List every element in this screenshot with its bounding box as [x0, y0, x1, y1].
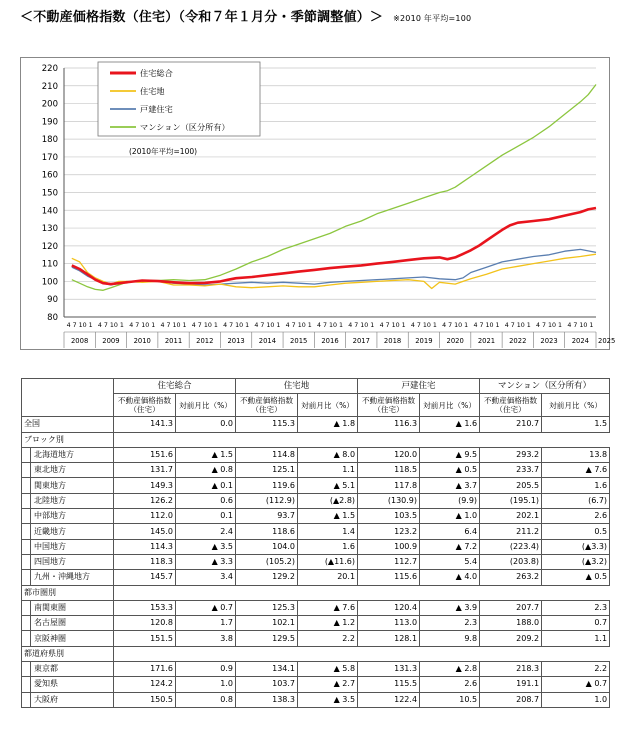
row-label: 中部地方 [22, 509, 114, 524]
legend-label: マンション（区分所有） [140, 122, 230, 132]
cell-value: ▲ 1.2 [298, 616, 358, 631]
row-label: 全国 [22, 417, 114, 432]
cell-value: 2.3 [542, 600, 610, 615]
cell-value: 149.3 [114, 478, 176, 493]
cell-value: 1.7 [176, 616, 236, 631]
y-tick-label: 220 [41, 64, 58, 74]
cell-value: ▲ 3.3 [176, 554, 236, 569]
row-label: 北陸地方 [22, 493, 114, 508]
cell-value: ▲ 5.8 [298, 662, 358, 677]
cell-value: 126.2 [114, 493, 176, 508]
cell-value: 207.7 [480, 600, 542, 615]
cell-value: ▲ 3.5 [298, 692, 358, 707]
cell-value: ▲ 1.0 [420, 509, 480, 524]
cell-value: 205.5 [480, 478, 542, 493]
x-month-tick-label: 4 7 10 1 [410, 322, 437, 329]
row-label: 東北地方 [22, 463, 114, 478]
cell-value: 112.0 [114, 509, 176, 524]
cell-value: 115.5 [358, 677, 420, 692]
cell-value: 151.5 [114, 631, 176, 646]
sub-header-change: 対前月比（%） [298, 394, 358, 417]
cell-value: 211.2 [480, 524, 542, 539]
cell-value: ▲ 1.6 [420, 417, 480, 432]
legend-label: 住宅地 [140, 86, 165, 96]
x-year-label: 2023 [540, 337, 558, 345]
cell-value: 1.1 [298, 463, 358, 478]
x-year-label: 2020 [446, 337, 464, 345]
cell-value: 122.4 [358, 692, 420, 707]
cell-value: 218.3 [480, 662, 542, 677]
cell-value: 188.0 [480, 616, 542, 631]
cell-value: 118.5 [358, 463, 420, 478]
cell-value: 141.3 [114, 417, 176, 432]
cell-value: (223.4) [480, 539, 542, 554]
cell-value: (▲2.8) [298, 493, 358, 508]
y-tick-label: 200 [41, 99, 58, 110]
cell-value: 0.5 [542, 524, 610, 539]
cell-value: 119.6 [236, 478, 298, 493]
x-month-tick-label: 4 7 10 1 [504, 322, 531, 329]
cell-value: 9.8 [420, 631, 480, 646]
cell-value: 153.3 [114, 600, 176, 615]
sub-header-index: 不動産価格指数（住宅） [236, 394, 298, 417]
x-month-tick-label: 4 7 10 1 [254, 322, 281, 329]
y-tick-label: 210 [41, 81, 58, 92]
x-year-label: 2015 [290, 337, 308, 345]
table-row [22, 616, 610, 631]
cell-value: 2.4 [176, 524, 236, 539]
row-label: 近畿地方 [22, 524, 114, 539]
y-tick-label: 90 [47, 295, 58, 306]
cell-value: 112.7 [358, 554, 420, 569]
y-tick-label: 170 [41, 152, 58, 163]
row-label: 京阪神圏 [22, 631, 114, 646]
table-row [22, 554, 610, 569]
table-row [22, 417, 610, 432]
table-row [22, 631, 610, 646]
cell-value: ▲ 9.5 [420, 447, 480, 462]
column-group-header: 戸建住宅 [358, 379, 480, 394]
cell-value: 113.0 [358, 616, 420, 631]
cell-value: ▲ 7.2 [420, 539, 480, 554]
group-label: ブロック別 [22, 432, 114, 447]
cell-value: 129.2 [236, 570, 298, 585]
cell-value: 2.6 [542, 509, 610, 524]
x-year-label: 2024 [571, 337, 590, 345]
cell-value: 0.0 [176, 417, 236, 432]
row-label: 九州・沖縄地方 [22, 570, 114, 585]
table-row [22, 524, 610, 539]
cell-value: 171.6 [114, 662, 176, 677]
table-row [22, 493, 610, 508]
cell-value: 103.7 [236, 677, 298, 692]
cell-value: 116.3 [358, 417, 420, 432]
y-tick-label: 190 [41, 117, 58, 128]
column-group-header: 住宅地 [236, 379, 358, 394]
row-label: 北海道地方 [22, 447, 114, 462]
cell-value: (6.7) [542, 493, 610, 508]
y-tick-label: 80 [47, 313, 58, 323]
y-tick-label: 120 [41, 241, 58, 252]
row-label: 関東地方 [22, 478, 114, 493]
cell-value: 134.1 [236, 662, 298, 677]
cell-value: (203.8) [480, 554, 542, 569]
cell-value: 118.3 [114, 554, 176, 569]
x-year-label: 2011 [164, 337, 183, 345]
cell-value: (130.9) [358, 493, 420, 508]
sub-header-change: 対前月比（%） [542, 394, 610, 417]
cell-value: (▲11.6) [298, 554, 358, 569]
cell-value: 125.3 [236, 600, 298, 615]
x-month-tick-label: 4 7 10 1 [191, 322, 218, 329]
x-month-tick-label: 4 7 10 1 [348, 322, 375, 329]
group-header-row [22, 585, 610, 600]
table-row [22, 677, 610, 692]
legend-label: 住宅総合 [140, 68, 173, 78]
x-month-tick-label: 4 7 10 1 [442, 322, 469, 329]
cell-value: 145.7 [114, 570, 176, 585]
cell-value: ▲ 3.5 [176, 539, 236, 554]
x-month-tick-label: 4 7 10 1 [97, 322, 124, 329]
cell-value: ▲ 7.6 [542, 463, 610, 478]
cell-value: 100.9 [358, 539, 420, 554]
header-corner [22, 379, 114, 417]
table-row [22, 539, 610, 554]
table-row [22, 662, 610, 677]
cell-value: 0.1 [176, 509, 236, 524]
x-year-label: 2022 [509, 337, 527, 345]
column-group-header: マンション（区分所有） [480, 379, 610, 394]
cell-value: 1.5 [542, 417, 610, 432]
x-year-label: 2016 [321, 337, 339, 345]
sub-header-index: 不動産価格指数（住宅） [358, 394, 420, 417]
y-tick-label: 110 [41, 259, 58, 270]
cell-value: 123.2 [358, 524, 420, 539]
cell-value: 0.6 [176, 493, 236, 508]
cell-value: 103.5 [358, 509, 420, 524]
x-month-tick-label: 4 7 10 1 [129, 322, 156, 329]
cell-value: 150.5 [114, 692, 176, 707]
cell-value: 1.6 [298, 539, 358, 554]
group-spacer [114, 646, 610, 661]
header-row-groups [22, 379, 610, 394]
table-row [22, 692, 610, 707]
cell-value: 120.8 [114, 616, 176, 631]
cell-value: ▲ 0.7 [542, 677, 610, 692]
x-year-label: 2014 [258, 337, 277, 345]
base-year-note: ※2010 年平均=100 [393, 14, 472, 23]
table-row [22, 447, 610, 462]
sub-header-change: 対前月比（%） [420, 394, 480, 417]
cell-value: 2.2 [298, 631, 358, 646]
sub-header-change: 対前月比（%） [176, 394, 236, 417]
cell-value: 3.4 [176, 570, 236, 585]
price-index-chart [20, 57, 616, 350]
cell-value: ▲ 0.5 [542, 570, 610, 585]
cell-value: 131.3 [358, 662, 420, 677]
cell-value: 118.6 [236, 524, 298, 539]
x-year-label: 2008 [70, 337, 89, 345]
cell-value: ▲ 8.0 [298, 447, 358, 462]
cell-value: 6.4 [420, 524, 480, 539]
cell-value: ▲ 1.8 [298, 417, 358, 432]
cell-value: 114.3 [114, 539, 176, 554]
x-year-label: 2018 [383, 337, 402, 345]
cell-value: 129.5 [236, 631, 298, 646]
row-label: 東京都 [22, 662, 114, 677]
cell-value: 131.7 [114, 463, 176, 478]
cell-value: ▲ 5.1 [298, 478, 358, 493]
index-table [21, 378, 610, 708]
cell-value: ▲ 2.8 [420, 662, 480, 677]
x-month-tick-label: 4 7 10 1 [379, 322, 406, 329]
cell-value: 151.6 [114, 447, 176, 462]
cell-value: ▲ 0.1 [176, 478, 236, 493]
group-spacer [114, 585, 610, 600]
legend-label: 戸建住宅 [140, 104, 173, 114]
x-month-tick-label: 4 7 10 1 [285, 322, 312, 329]
x-month-tick-label: 4 7 10 1 [473, 322, 500, 329]
cell-value: 210.7 [480, 417, 542, 432]
cell-value: ▲ 2.7 [298, 677, 358, 692]
cell-value: 145.0 [114, 524, 176, 539]
cell-value: 13.8 [542, 447, 610, 462]
y-tick-label: 130 [41, 224, 58, 235]
cell-value: ▲ 3.9 [420, 600, 480, 615]
cell-value: 104.0 [236, 539, 298, 554]
cell-value: 117.8 [358, 478, 420, 493]
table-row [22, 463, 610, 478]
x-month-tick-label: 4 7 10 1 [66, 322, 93, 329]
cell-value: 0.9 [176, 662, 236, 677]
cell-value: 3.8 [176, 631, 236, 646]
y-tick-label: 140 [41, 206, 58, 217]
sub-header-index: 不動産価格指数（住宅） [480, 394, 542, 417]
x-year-label: 2025 [598, 337, 616, 345]
x-month-tick-label: 4 7 10 1 [536, 322, 563, 329]
row-label: 四国地方 [22, 554, 114, 569]
cell-value: ▲ 0.5 [420, 463, 480, 478]
x-year-label: 2012 [196, 337, 214, 345]
group-label: 都市圏別 [22, 585, 114, 600]
cell-value: 202.1 [480, 509, 542, 524]
x-year-label: 2017 [352, 337, 370, 345]
x-year-label: 2019 [415, 337, 433, 345]
cell-value: ▲ 0.7 [176, 600, 236, 615]
cell-value: ▲ 1.5 [298, 509, 358, 524]
cell-value: (▲3.3) [542, 539, 610, 554]
cell-value: 0.7 [542, 616, 610, 631]
cell-value: 120.4 [358, 600, 420, 615]
y-tick-label: 160 [41, 170, 58, 181]
cell-value: 125.1 [236, 463, 298, 478]
cell-value: (▲3.2) [542, 554, 610, 569]
x-month-tick-label: 4 7 10 1 [223, 322, 250, 329]
cell-value: ▲ 0.8 [176, 463, 236, 478]
cell-value: 0.8 [176, 692, 236, 707]
group-spacer [114, 432, 610, 447]
cell-value: 1.1 [542, 631, 610, 646]
y-tick-label: 100 [41, 277, 58, 288]
cell-value: 233.7 [480, 463, 542, 478]
cell-value: 124.2 [114, 677, 176, 692]
x-year-label: 2009 [102, 337, 120, 345]
cell-value: 2.6 [420, 677, 480, 692]
chart-canvas [21, 58, 616, 351]
group-header-row [22, 432, 610, 447]
cell-value: 120.0 [358, 447, 420, 462]
x-year-label: 2013 [227, 337, 245, 345]
x-month-tick-label: 4 7 10 1 [316, 322, 344, 329]
group-header-row [22, 646, 610, 661]
cell-value: ▲ 4.0 [420, 570, 480, 585]
cell-value: ▲ 7.6 [298, 600, 358, 615]
table-row [22, 509, 610, 524]
cell-value: 1.0 [176, 677, 236, 692]
row-label: 中国地方 [22, 539, 114, 554]
page-title [20, 6, 471, 25]
cell-value: 1.6 [542, 478, 610, 493]
cell-value: (195.1) [480, 493, 542, 508]
x-month-tick-label: 4 7 10 1 [567, 322, 594, 329]
cell-value: 10.5 [420, 692, 480, 707]
cell-value: ▲ 3.7 [420, 478, 480, 493]
sub-header-index: 不動産価格指数（住宅） [114, 394, 176, 417]
cell-value: 209.2 [480, 631, 542, 646]
cell-value: 115.3 [236, 417, 298, 432]
cell-value: (9.9) [420, 493, 480, 508]
cell-value: 20.1 [298, 570, 358, 585]
cell-value: 93.7 [236, 509, 298, 524]
cell-value: 114.8 [236, 447, 298, 462]
y-tick-label: 150 [41, 188, 58, 199]
y-tick-label: 180 [41, 135, 58, 146]
cell-value: 191.1 [480, 677, 542, 692]
x-year-label: 2010 [133, 337, 151, 345]
row-label: 大阪府 [22, 692, 114, 707]
title-text: ＜不動産価格指数（住宅）（令和７年１月分・季節調整値）＞ [20, 10, 384, 25]
cell-value: ▲ 1.5 [176, 447, 236, 462]
cell-value: 128.1 [358, 631, 420, 646]
cell-value: (105.2) [236, 554, 298, 569]
cell-value: (112.9) [236, 493, 298, 508]
table-row [22, 478, 610, 493]
cell-value: 138.3 [236, 692, 298, 707]
x-month-tick-label: 4 7 10 1 [160, 322, 187, 329]
table-row [22, 570, 610, 585]
cell-value: 1.0 [542, 692, 610, 707]
cell-value: 1.4 [298, 524, 358, 539]
x-year-label: 2021 [477, 337, 496, 345]
cell-value: 293.2 [480, 447, 542, 462]
base-note: (2010年平均=100) [129, 147, 198, 156]
cell-value: 2.3 [420, 616, 480, 631]
cell-value: 102.1 [236, 616, 298, 631]
row-label: 南関東圏 [22, 600, 114, 615]
cell-value: 2.2 [542, 662, 610, 677]
cell-value: 208.7 [480, 692, 542, 707]
table-row [22, 600, 610, 615]
row-label: 愛知県 [22, 677, 114, 692]
group-label: 都道府県別 [22, 646, 114, 661]
cell-value: 115.6 [358, 570, 420, 585]
cell-value: 263.2 [480, 570, 542, 585]
cell-value: 5.4 [420, 554, 480, 569]
column-group-header: 住宅総合 [114, 379, 236, 394]
row-label: 名古屋圏 [22, 616, 114, 631]
